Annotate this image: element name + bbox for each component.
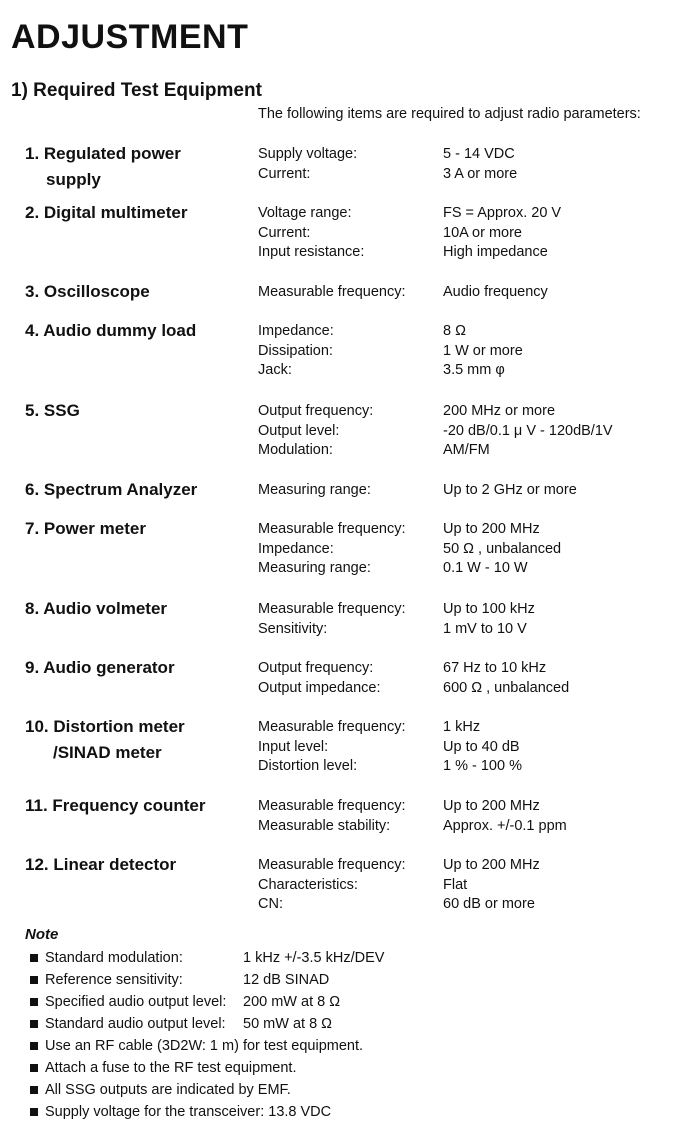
- equipment-name-line: 7. Power meter: [25, 519, 146, 538]
- spec-row: [258, 441, 613, 461]
- equipment-name: [25, 852, 255, 878]
- spec-row: [258, 738, 522, 758]
- spec-label: Measurable frequency:: [258, 284, 406, 300]
- note-list: [30, 947, 384, 1123]
- spec-label: Jack:: [258, 362, 292, 379]
- note-label: Standard modulation:: [45, 950, 183, 966]
- spec-row: [258, 620, 535, 640]
- spec-value: -20 dB/0.1 μ V - 120dB/1V: [443, 422, 613, 439]
- note-text: Attach a fuse to the RF test equipment.: [45, 1060, 297, 1076]
- equipment-name: [25, 516, 255, 542]
- spec-value: 3.5 mm φ: [443, 362, 505, 379]
- equipment-name-line: 9. Audio generator: [25, 658, 175, 677]
- spec-label: CN:: [258, 896, 283, 913]
- spec-list: [258, 718, 522, 777]
- square-bullet-icon: [30, 1064, 38, 1072]
- equipment-name-line: 8. Audio volmeter: [25, 599, 168, 618]
- note-text: Use an RF cable (3D2W: 1 m) for test equipment.: [45, 1038, 364, 1054]
- spec-value: 1 % - 100 %: [443, 758, 522, 775]
- spec-label: Impedance:: [258, 323, 334, 339]
- note-label: Specified audio output level:: [45, 994, 227, 1010]
- spec-list: [258, 600, 535, 639]
- spec-row: [258, 145, 517, 165]
- square-bullet-icon: [30, 954, 38, 962]
- spec-list: [258, 856, 540, 915]
- spec-value: 600 Ω , unbalanced: [443, 679, 570, 696]
- spec-label: Supply voltage:: [258, 146, 358, 162]
- equipment-name: [25, 141, 255, 193]
- spec-label: Current:: [258, 165, 311, 182]
- equipment-name-line: 5. SSG: [25, 401, 80, 420]
- spec-value: 5 - 14 VDC: [443, 146, 515, 162]
- spec-value: Up to 200 MHz: [443, 857, 540, 873]
- section-heading: 1) Required Test Equipment: [11, 80, 262, 101]
- spec-value: 60 dB or more: [443, 896, 535, 913]
- note-item: [30, 991, 384, 1013]
- equipment-name: [25, 655, 255, 681]
- spec-row: [258, 895, 540, 915]
- note-heading: Note: [25, 926, 59, 943]
- square-bullet-icon: [30, 976, 38, 984]
- spec-label: Measuring range:: [258, 560, 371, 577]
- note-label: Reference sensitivity:: [45, 972, 183, 988]
- spec-value: 50 Ω , unbalanced: [443, 540, 562, 557]
- spec-row: [258, 757, 522, 777]
- spec-row: [258, 718, 522, 738]
- spec-value: 67 Hz to 10 kHz: [443, 660, 547, 676]
- spec-row: [258, 876, 540, 896]
- note-item: [30, 1079, 384, 1101]
- spec-label: Measurable frequency:: [258, 719, 406, 735]
- spec-list: [258, 659, 569, 698]
- equipment-name-line: 6. Spectrum Analyzer: [25, 480, 198, 499]
- note-item: [30, 1013, 384, 1035]
- equipment-name: [25, 793, 255, 819]
- equipment-name-line: 10. Distortion meter: [25, 717, 185, 736]
- note-value: 50 mW at 8 Ω: [243, 1016, 333, 1032]
- spec-list: [258, 402, 613, 461]
- equipment-name: [25, 714, 255, 766]
- equipment-name-line: 2. Digital multimeter: [25, 203, 188, 222]
- spec-value: 200 MHz or more: [443, 403, 556, 419]
- spec-row: [258, 481, 577, 501]
- spec-value: High impedance: [443, 244, 548, 261]
- spec-row: [258, 165, 517, 185]
- spec-label: Voltage range:: [258, 205, 352, 221]
- spec-value: Up to 200 MHz: [443, 798, 540, 814]
- spec-value: Audio frequency: [443, 284, 548, 300]
- spec-value: 8 Ω: [443, 323, 466, 339]
- spec-label: Output frequency:: [258, 660, 374, 676]
- note-item: [30, 947, 384, 969]
- note-item: [30, 1057, 384, 1079]
- spec-row: [258, 797, 567, 817]
- spec-row: [258, 856, 540, 876]
- spec-row: [258, 322, 523, 342]
- square-bullet-icon: [30, 998, 38, 1006]
- spec-label: Sensitivity:: [258, 620, 328, 637]
- spec-label: Output frequency:: [258, 403, 374, 419]
- spec-row: [258, 283, 548, 303]
- spec-value: 1 W or more: [443, 342, 523, 359]
- spec-row: [258, 243, 561, 263]
- equipment-name-line: 3. Oscilloscope: [25, 282, 150, 301]
- intro-text: The following items are required to adjust radio parameters:: [258, 106, 641, 122]
- spec-row: [258, 817, 567, 837]
- spec-label: Output level:: [258, 422, 340, 439]
- note-value: 200 mW at 8 Ω: [243, 994, 341, 1010]
- spec-value: 1 mV to 10 V: [443, 620, 527, 637]
- spec-row: [258, 520, 561, 540]
- spec-label: Measurable frequency:: [258, 521, 406, 537]
- spec-label: Input resistance:: [258, 244, 365, 261]
- spec-value: Up to 2 GHz or more: [443, 482, 577, 498]
- spec-row: [258, 224, 561, 244]
- spec-label: Measuring range:: [258, 482, 371, 498]
- spec-label: Current:: [258, 224, 311, 241]
- spec-label: Measurable frequency:: [258, 857, 406, 873]
- note-item: [30, 969, 384, 991]
- spec-value: Approx. +/-0.1 ppm: [443, 817, 567, 834]
- equipment-name-line: 12. Linear detector: [25, 855, 177, 874]
- spec-label: Output impedance:: [258, 679, 381, 696]
- spec-row: [258, 402, 613, 422]
- spec-row: [258, 659, 569, 679]
- spec-list: [258, 204, 561, 263]
- equipment-name-line: 1. Regulated power: [25, 144, 181, 163]
- page-title: ADJUSTMENT: [11, 18, 249, 56]
- spec-row: [258, 559, 561, 579]
- spec-label: Measurable frequency:: [258, 601, 406, 617]
- spec-value: AM/FM: [443, 442, 490, 459]
- note-item: [30, 1101, 384, 1123]
- equipment-name: [25, 200, 255, 226]
- spec-row: [258, 679, 569, 699]
- note-text: All SSG outputs are indicated by EMF.: [45, 1082, 291, 1098]
- spec-list: [258, 520, 561, 579]
- square-bullet-icon: [30, 1020, 38, 1028]
- spec-label: Measurable frequency:: [258, 798, 406, 814]
- spec-value: 10A or more: [443, 224, 522, 241]
- spec-label: Distortion level:: [258, 758, 358, 775]
- equipment-name: [25, 596, 255, 622]
- equipment-name-line: supply: [46, 170, 101, 189]
- note-item: [30, 1035, 384, 1057]
- note-label: Standard audio output level:: [45, 1016, 226, 1032]
- spec-row: [258, 422, 613, 442]
- square-bullet-icon: [30, 1086, 38, 1094]
- spec-value: Up to 40 dB: [443, 738, 520, 755]
- spec-label: Characteristics:: [258, 876, 358, 893]
- equipment-name-line: 4. Audio dummy load: [25, 321, 197, 340]
- spec-row: [258, 342, 523, 362]
- square-bullet-icon: [30, 1108, 38, 1116]
- spec-value: FS = Approx. 20 V: [443, 205, 562, 221]
- spec-list: [258, 481, 577, 501]
- spec-value: Up to 100 kHz: [443, 601, 535, 617]
- spec-label: Impedance:: [258, 540, 334, 557]
- note-value: 12 dB SINAD: [243, 972, 330, 988]
- equipment-name: [25, 279, 255, 305]
- spec-list: [258, 283, 548, 303]
- equipment-name: [25, 318, 255, 344]
- spec-list: [258, 322, 523, 381]
- spec-value: Flat: [443, 876, 468, 893]
- spec-row: [258, 361, 523, 381]
- spec-value: 0.1 W - 10 W: [443, 560, 528, 577]
- note-text: Supply voltage for the transceiver: 13.8 VDC: [45, 1104, 332, 1120]
- spec-value: 1 kHz: [443, 719, 481, 735]
- spec-row: [258, 204, 561, 224]
- spec-list: [258, 797, 567, 836]
- spec-list: [258, 145, 517, 184]
- note-value: 1 kHz +/-3.5 kHz/DEV: [243, 950, 385, 966]
- equipment-name: [25, 398, 255, 424]
- spec-value: Up to 200 MHz: [443, 521, 540, 537]
- equipment-name-line: 11. Frequency counter: [25, 796, 206, 815]
- equipment-name-line: /SINAD meter: [53, 743, 162, 762]
- equipment-name: [25, 477, 255, 503]
- spec-row: [258, 600, 535, 620]
- spec-label: Modulation:: [258, 442, 333, 459]
- spec-label: Measurable stability:: [258, 817, 391, 834]
- spec-value: 3 A or more: [443, 165, 518, 182]
- spec-label: Dissipation:: [258, 342, 333, 359]
- spec-label: Input level:: [258, 738, 329, 755]
- spec-row: [258, 540, 561, 560]
- square-bullet-icon: [30, 1042, 38, 1050]
